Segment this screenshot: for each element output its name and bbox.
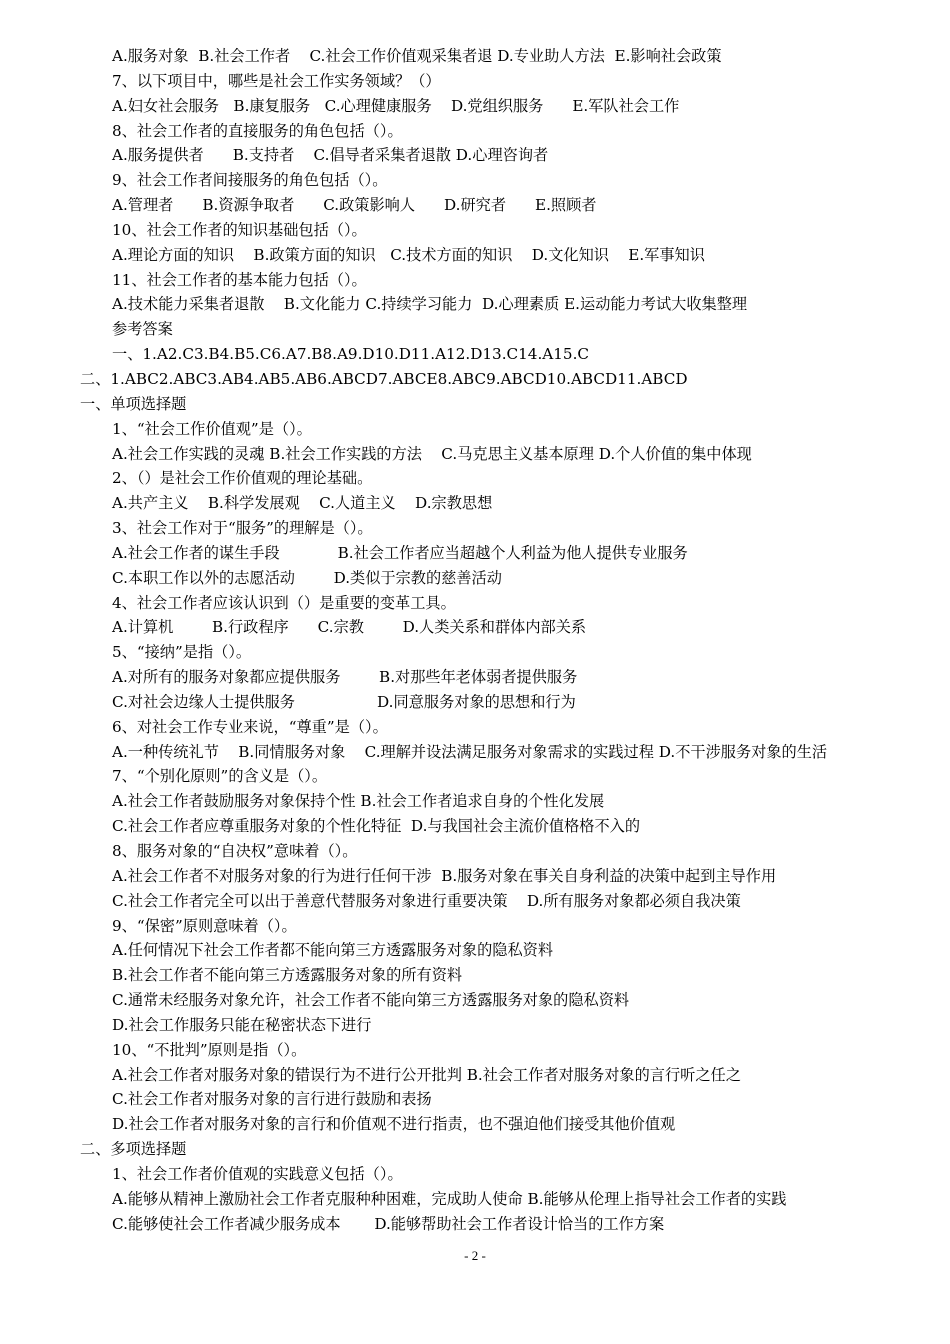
text-line: 1、“社会工作价值观”是（）。 — [112, 419, 312, 438]
text-line: 8、服务对象的“自决权”意味着（）。 — [112, 842, 358, 860]
text-line: 二、多项选择题 — [80, 1140, 187, 1159]
text-line: A.社会工作者的谋生手段 B.社会工作者应当超越个人利益为他人提供专业服务 — [112, 543, 688, 562]
text-line: 9、“保密”原则意味着（）。 — [112, 916, 297, 935]
text-line: D.社会工作者对服务对象的言行和价值观不进行指责，也不强迫他们接受其他价值观 — [112, 1115, 676, 1134]
text-line: 6、对社会工作专业来说，“尊重”是（）。 — [112, 717, 388, 736]
text-line: 二、1.ABC2.ABC3.AB4.AB5.AB6.ABCD7.ABCE8.ABC9.ABCD10.ABCD11.ABCD — [80, 369, 688, 388]
text-line: 3、社会工作对于“服务”的理解是（）。 — [112, 519, 373, 538]
text-line: 4、社会工作者应该认识到（）是重要的变革工具。 — [112, 593, 456, 612]
text-line: A.管理者 B.资源争取者 C.政策影响人 D.研究者 E.照顾者 — [112, 196, 597, 215]
text-line: 7、“个别化原则”的含义是（）。 — [112, 767, 328, 786]
page-number: - 2 - — [464, 1248, 486, 1263]
text-line: A.服务提供者 B.支持者 C.倡导者采集者退散 D.心理咨询者 — [112, 146, 549, 165]
text-line: A.社会工作实践的灵魂 B.社会工作实践的方法 C.马克思主义基本原理 D.个人价值的集中体现 — [112, 444, 752, 463]
text-line: C.本职工作以外的志愿活动 D.类似于宗教的慈善活动 — [112, 568, 502, 587]
text-line: C.能够使社会工作者减少服务成本 D.能够帮助社会工作者设计恰当的工作方案 — [112, 1214, 665, 1233]
text-line: A.任何情况下社会工作者都不能向第三方透露服务对象的隐私资料 — [112, 941, 554, 960]
text-line: C.通常未经服务对象允许，社会工作者不能向第三方透露服务对象的隐私资料 — [112, 991, 630, 1010]
text-line: 1、社会工作者价值观的实践意义包括（）。 — [112, 1164, 403, 1183]
text-line: A.计算机 B.行政程序 C.宗教 D.人类关系和群体内部关系 — [112, 618, 587, 637]
text-line: C.社会工作者完全可以出于善意代替服务对象进行重要决策 D.所有服务对象都必须自我决策 — [112, 891, 741, 910]
text-line: 一、单项选择题 — [80, 394, 187, 413]
text-line: A.妇女社会服务 B.康复服务 C.心理健康服务 D.党组织服务 E.军队社会工作 — [112, 96, 680, 115]
text-line: 11、社会工作者的基本能力包括（）。 — [112, 270, 367, 289]
text-line: A.技术能力采集者退散 B.文化能力 C.持续学习能力 D.心理素质 E.运动能力考试大收集整理 — [112, 295, 748, 314]
text-line: A.服务对象 B.社会工作者 C.社会工作价值观采集者退 D.专业助人方法 E.影响社会政策 — [112, 47, 722, 65]
text-line: 参考答案 — [112, 320, 173, 339]
text-line: A.理论方面的知识 B.政策方面的知识 C.技术方面的知识 D.文化知识 E.军事知识 — [112, 245, 705, 264]
text-line: 10、社会工作者的知识基础包括（）。 — [112, 220, 367, 239]
text-line: 5、“接纳”是指（）。 — [112, 643, 252, 662]
text-line: 9、社会工作者间接服务的角色包括（）。 — [112, 171, 388, 190]
document-body — [0, 44, 950, 1237]
text-line: A.共产主义 B.科学发展观 C.人道主义 D.宗教思想 — [112, 494, 493, 513]
text-line: 一、1.A2.C3.B4.B5.C6.A7.B8.A9.D10.D11.A12.D13.C14.A15.C — [112, 345, 590, 364]
text-line: C.社会工作者应尊重服务对象的个性化特征 D.与我国社会主流价值格格不入的 — [112, 817, 641, 836]
text-line: C.对社会边缘人士提供服务 D.同意服务对象的思想和行为 — [112, 692, 576, 711]
text-line: 10、“不批判”原则是指（）。 — [112, 1040, 307, 1059]
text-line: C.社会工作者对服务对象的言行进行鼓励和表扬 — [112, 1090, 432, 1109]
text-line: A.社会工作者对服务对象的错误行为不进行公开批判 B.社会工作者对服务对象的言行听之任之 — [112, 1065, 741, 1084]
text-line: A.一种传统礼节 B.同情服务对象 C.理解并设法满足服务对象需求的实践过程 D.不干涉服务对象的生活 — [112, 742, 828, 761]
text-line: A.社会工作者不对服务对象的行为进行任何干涉 B.服务对象在事关自身利益的决策中起到主导作用 — [112, 866, 777, 885]
text-line: 7、以下项目中，哪些是社会工作实务领域？（） — [112, 71, 441, 90]
text-line: A.能够从精神上激励社会工作者克服种种困难，完成助人使命 B.能够从伦理上指导社会工作者的实践 — [112, 1189, 787, 1208]
text-line: 8、社会工作者的直接服务的角色包括（）。 — [112, 121, 403, 140]
text-line: B.社会工作者不能向第三方透露服务对象的所有资料 — [112, 966, 463, 985]
text-line: 2、（）是社会工作价值观的理论基础。 — [112, 469, 373, 488]
text-line: A.社会工作者鼓励服务对象保持个性 B.社会工作者追求自身的个性化发展 — [112, 792, 605, 811]
text-line: A.对所有的服务对象都应提供服务 B.对那些年老体弱者提供服务 — [112, 668, 578, 687]
text-line: D.社会工作服务只能在秘密状态下进行 — [112, 1015, 372, 1034]
